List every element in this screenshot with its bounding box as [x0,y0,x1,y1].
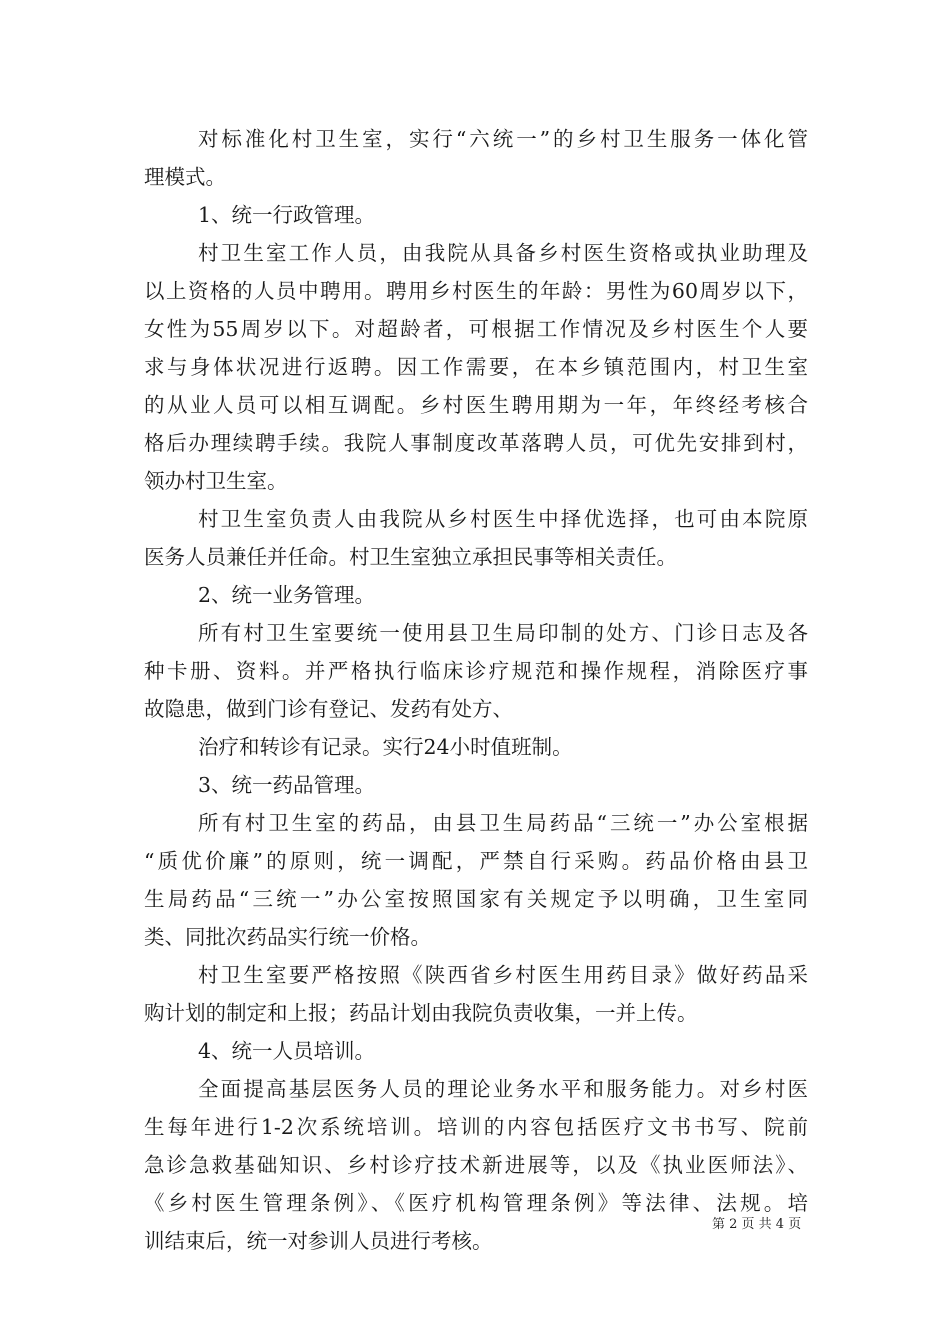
paragraph-line: 《乡村医生管理条例》、《医疗机构管理条例》等法律、法规。培 [144,1191,808,1215]
paragraph-line: 村卫生室工作人员，由我院从具备乡村医生资格或执业助理及 [198,241,808,265]
paragraph-line: 故隐患，做到门诊有登记、发药有处方、 [144,697,513,721]
paragraph-line: 全面提高基层医务人员的理论业务水平和服务能力。对乡村医 [198,1077,808,1101]
paragraph-line: 村卫生室要严格按照《陕西省乡村医生用药目录》做好药品采 [198,963,808,987]
section-heading: 3、统一药品管理。 [198,773,376,797]
document-body [144,120,808,1260]
paragraph-line: 生每年进行1-2次系统培训。培训的内容包括医疗文书书写、院前 [144,1115,808,1139]
paragraph-line: 理模式。 [144,165,226,189]
section-heading: 2、统一业务管理。 [198,583,376,607]
paragraph-line: 对标准化村卫生室，实行“六统一”的乡村卫生服务一体化管 [198,127,808,151]
paragraph-line: 以上资格的人员中聘用。聘用乡村医生的年龄：男性为60周岁以下， [144,279,808,303]
section-heading: 4、统一人员培训。 [198,1039,376,1063]
paragraph-line: 训结束后，统一对参训人员进行考核。 [144,1229,493,1253]
paragraph-line: 医务人员兼任并任命。村卫生室独立承担民事等相关责任。 [144,545,677,569]
paragraph-line: 领办村卫生室。 [144,469,288,493]
paragraph-line: 村卫生室负责人由我院从乡村医生中择优选择，也可由本院原 [198,507,808,531]
paragraph-line: 格后办理续聘手续。我院人事制度改革落聘人员，可优先安排到村， [144,431,808,455]
page-number: 第 2 页 共 4 页 [712,1217,802,1232]
paragraph-line: 类、同批次药品实行统一价格。 [144,925,431,949]
paragraph-line: 治疗和转诊有记录。实行24小时值班制。 [198,735,573,759]
paragraph-line: 求与身体状况进行返聘。因工作需要，在本乡镇范围内，村卫生室 [144,355,808,379]
paragraph-line: 种卡册、资料。并严格执行临床诊疗规范和操作规程，消除医疗事 [144,659,808,683]
paragraph-line: 女性为55周岁以下。对超龄者，可根据工作情况及乡村医生个人要 [144,317,808,341]
paragraph-line: 购计划的制定和上报；药品计划由我院负责收集，一并上传。 [144,1001,698,1025]
paragraph-line: 生局药品“三统一”办公室按照国家有关规定予以明确，卫生室同 [144,887,808,911]
paragraph-line: 所有村卫生室的药品，由县卫生局药品“三统一”办公室根据 [198,811,808,835]
paragraph-line: “质优价廉”的原则，统一调配，严禁自行采购。药品价格由县卫 [144,849,808,873]
paragraph-line: 所有村卫生室要统一使用县卫生局印制的处方、门诊日志及各 [198,621,808,645]
section-heading: 1、统一行政管理。 [198,203,376,227]
paragraph-line: 的从业人员可以相互调配。乡村医生聘用期为一年，年终经考核合 [144,393,808,417]
paragraph-line: 急诊急救基础知识、乡村诊疗技术新进展等，以及《执业医师法》、 [144,1153,808,1177]
